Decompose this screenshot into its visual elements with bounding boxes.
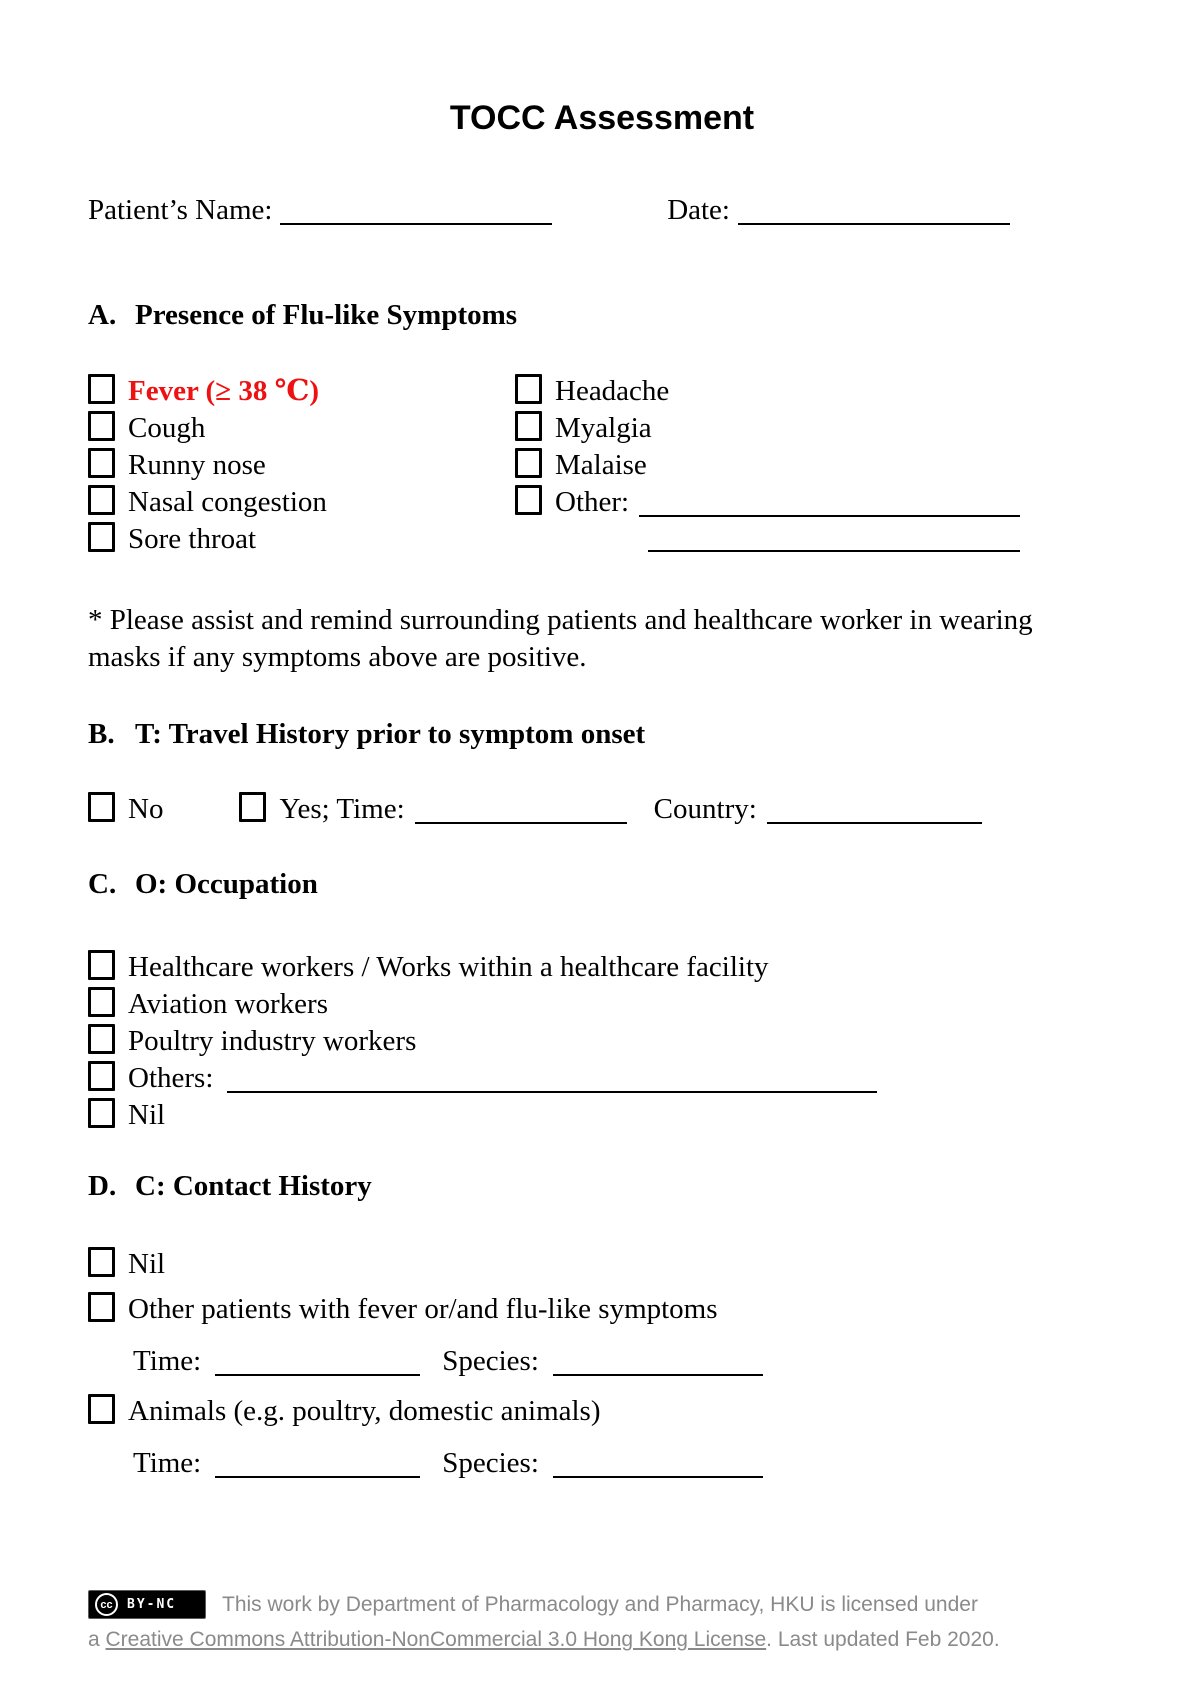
other-symptom-field-line2[interactable] bbox=[648, 550, 1020, 552]
checkbox-healthcare-worker[interactable] bbox=[88, 950, 115, 980]
mask-reminder-note: * Please assist and remind surrounding patients and healthcare worker in wearing masks if any symptoms above are positive. bbox=[88, 604, 1033, 673]
travel-country-label: Country: bbox=[653, 793, 757, 825]
contact-nil-label: Nil bbox=[128, 1248, 166, 1280]
checkbox-nasal-congestion[interactable] bbox=[88, 485, 115, 515]
patients-time-field[interactable] bbox=[215, 1374, 420, 1376]
checkbox-occupation-nil[interactable] bbox=[88, 1098, 115, 1128]
checkbox-contact-animals[interactable] bbox=[88, 1394, 115, 1424]
section-d-heading bbox=[88, 1170, 372, 1203]
healthcare-worker-label: Healthcare workers / Works within a healthcare facility bbox=[128, 951, 769, 983]
patient-name-field[interactable] bbox=[280, 223, 552, 225]
cc-by-nc-badge bbox=[88, 1590, 206, 1619]
symptom-row-fever bbox=[88, 370, 515, 407]
license-footer bbox=[88, 1590, 1116, 1654]
occupation-row-aviation bbox=[88, 983, 1020, 1020]
nasal-congestion-label: Nasal congestion bbox=[128, 486, 327, 518]
travel-history-row bbox=[88, 788, 1020, 825]
contact-history-checklist bbox=[88, 1243, 1020, 1482]
symptom-row-myalgia bbox=[515, 407, 1020, 444]
checkbox-fever[interactable] bbox=[88, 374, 115, 404]
checkbox-contact-nil[interactable] bbox=[88, 1247, 115, 1277]
runny-nose-label: Runny nose bbox=[128, 449, 266, 481]
checkbox-sore-throat[interactable] bbox=[88, 522, 115, 552]
occupation-row-poultry bbox=[88, 1020, 1020, 1057]
section-a-heading bbox=[88, 299, 517, 332]
section-c-letter: C. bbox=[88, 868, 117, 900]
sore-throat-label: Sore throat bbox=[128, 523, 257, 555]
patients-time-species-row bbox=[133, 1343, 1020, 1380]
patients-time-label: Time: bbox=[133, 1345, 202, 1377]
animals-species-label: Species: bbox=[442, 1447, 539, 1479]
animals-time-species-row bbox=[133, 1445, 1020, 1482]
headache-label: Headache bbox=[555, 375, 670, 407]
checkbox-contact-patients[interactable] bbox=[88, 1292, 115, 1322]
occupation-nil-label: Nil bbox=[128, 1099, 166, 1131]
symptom-row-sore-throat bbox=[88, 518, 515, 555]
checkbox-malaise[interactable] bbox=[515, 448, 542, 478]
date-field[interactable] bbox=[738, 223, 1010, 225]
symptom-row-headache bbox=[515, 370, 1020, 407]
section-a-letter: A. bbox=[88, 299, 117, 331]
occupation-checklist bbox=[88, 946, 1020, 1131]
occupation-row-nil bbox=[88, 1094, 1020, 1131]
travel-time-field[interactable] bbox=[415, 822, 627, 824]
travel-yes-time-label: Yes; Time: bbox=[279, 793, 405, 825]
license-link[interactable]: Creative Commons Attribution-NonCommercial 3.0 Hong Kong License bbox=[105, 1628, 767, 1651]
contact-row-patients bbox=[88, 1288, 1020, 1325]
fever-label: Fever (≥ 38 ℃) bbox=[128, 375, 320, 407]
section-c-title: O: Occupation bbox=[135, 868, 318, 900]
checkbox-headache[interactable] bbox=[515, 374, 542, 404]
contact-animals-label: Animals (e.g. poultry, domestic animals) bbox=[128, 1395, 601, 1427]
travel-no-label: No bbox=[128, 793, 164, 825]
page-title: TOCC Assessment bbox=[449, 99, 755, 137]
checkbox-occupation-others[interactable] bbox=[88, 1061, 115, 1091]
poultry-worker-label: Poultry industry workers bbox=[128, 1025, 417, 1057]
contact-patients-label: Other patients with fever or/and flu-like symptoms bbox=[128, 1293, 718, 1325]
cough-label: Cough bbox=[128, 412, 206, 444]
section-b-letter: B. bbox=[88, 718, 115, 750]
section-a-title: Presence of Flu-like Symptoms bbox=[135, 299, 518, 331]
contact-row-nil bbox=[88, 1243, 1020, 1280]
cc-badge-label: BY-NC bbox=[127, 1597, 177, 1612]
contact-row-animals bbox=[88, 1390, 1020, 1427]
occupation-others-field[interactable] bbox=[227, 1091, 877, 1093]
patient-name-label: Patient’s Name: bbox=[88, 194, 273, 226]
malaise-label: Malaise bbox=[555, 449, 647, 481]
symptom-row-other bbox=[515, 481, 1020, 518]
license-text-line2 bbox=[88, 1626, 1116, 1654]
occupation-row-healthcare bbox=[88, 946, 1020, 983]
checkbox-other-symptom[interactable] bbox=[515, 485, 542, 515]
animals-species-field[interactable] bbox=[553, 1476, 763, 1478]
checkbox-myalgia[interactable] bbox=[515, 411, 542, 441]
myalgia-label: Myalgia bbox=[555, 412, 652, 444]
checkbox-aviation-worker[interactable] bbox=[88, 987, 115, 1017]
symptom-row-cough bbox=[88, 407, 515, 444]
checkbox-travel-yes[interactable] bbox=[239, 792, 266, 822]
occupation-others-label: Others: bbox=[128, 1062, 214, 1094]
patients-species-label: Species: bbox=[442, 1345, 539, 1377]
animals-time-field[interactable] bbox=[215, 1476, 420, 1478]
cc-icon: cc bbox=[95, 1593, 118, 1616]
section-d-letter: D. bbox=[88, 1170, 117, 1202]
patients-species-field[interactable] bbox=[553, 1374, 763, 1376]
aviation-worker-label: Aviation workers bbox=[128, 988, 328, 1020]
occupation-row-others bbox=[88, 1057, 1020, 1094]
other-symptom-field[interactable] bbox=[639, 515, 1020, 517]
license-prefix: a bbox=[88, 1628, 106, 1651]
date-label: Date: bbox=[667, 194, 730, 226]
section-b-title: T: Travel History prior to symptom onset bbox=[135, 718, 646, 750]
animals-time-label: Time: bbox=[133, 1447, 202, 1479]
license-text-line1: This work by Department of Pharmacology and Pharmacy, HKU is licensed under bbox=[222, 1592, 978, 1616]
travel-country-field[interactable] bbox=[767, 822, 982, 824]
symptom-row-malaise bbox=[515, 444, 1020, 481]
symptom-row-nasal-congestion bbox=[88, 481, 515, 518]
symptom-checklist bbox=[88, 370, 1020, 555]
patient-date-row bbox=[88, 192, 1010, 229]
other-symptom-row2 bbox=[515, 518, 1020, 555]
checkbox-runny-nose[interactable] bbox=[88, 448, 115, 478]
section-b-heading bbox=[88, 718, 645, 751]
checkbox-cough[interactable] bbox=[88, 411, 115, 441]
checkbox-poultry-worker[interactable] bbox=[88, 1024, 115, 1054]
section-d-title: C: Contact History bbox=[135, 1170, 372, 1202]
symptom-row-runny-nose bbox=[88, 444, 515, 481]
license-suffix: . Last updated Feb 2020. bbox=[766, 1628, 1000, 1651]
section-c-heading bbox=[88, 868, 318, 901]
checkbox-travel-no[interactable] bbox=[88, 792, 115, 822]
other-symptom-label: Other: bbox=[555, 486, 630, 518]
